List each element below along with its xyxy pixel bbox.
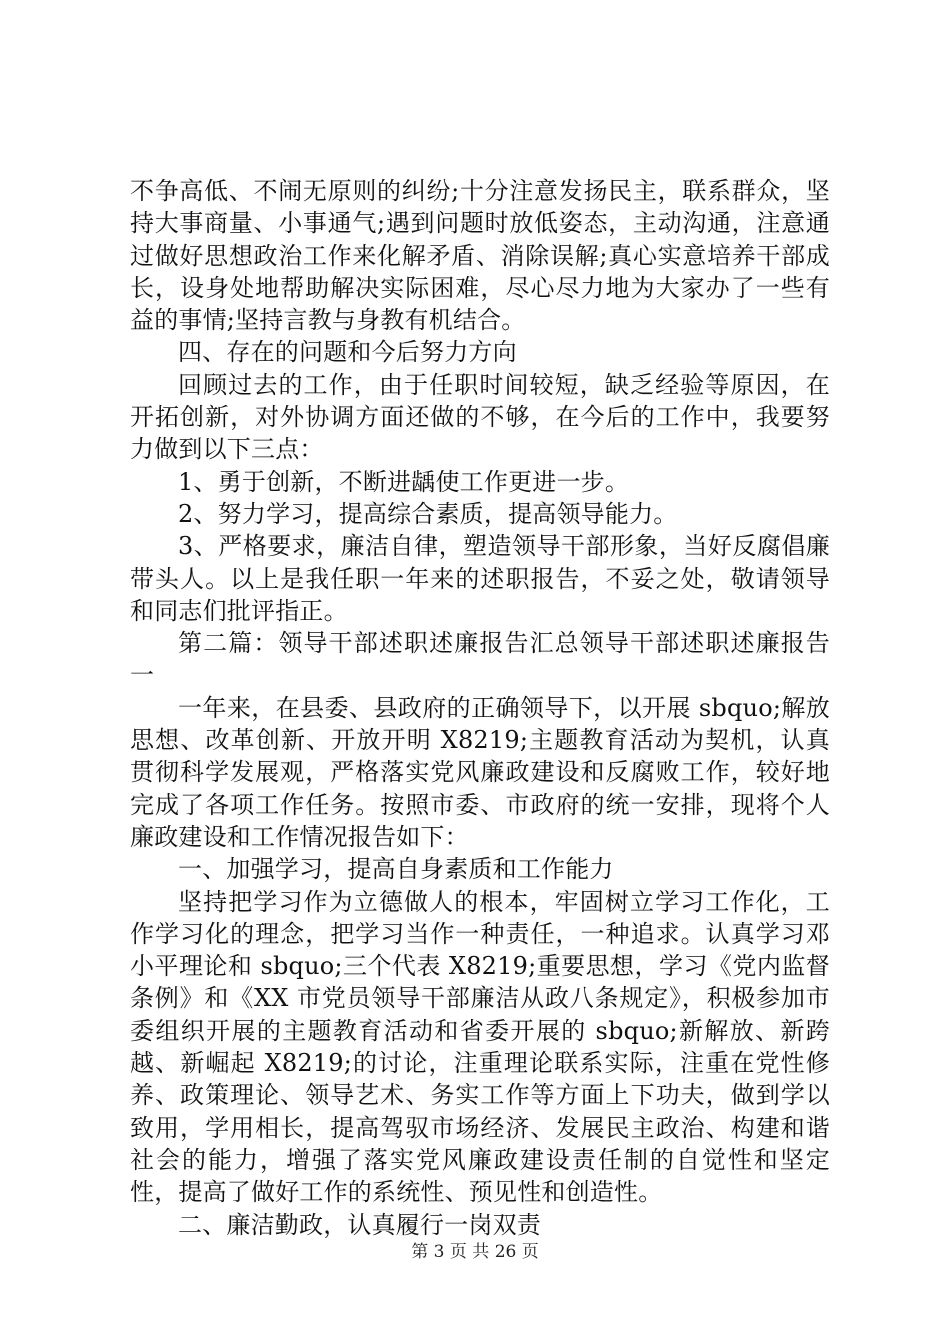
list-item-1: 1、勇于创新，不断进龋使工作更进一步。 — [178, 467, 630, 496]
chapter-heading-2: 第二篇：领导干部述职述廉报告汇总领导干部述职述廉报告一 — [130, 629, 830, 690]
document-body — [130, 175, 830, 1241]
paragraph-review: 回顾过去的工作，由于任职时间较短，缺乏经验等原因，在开拓创新，对外协调方面还做的不够，在今后的工作中，我要努力做到以下三点： — [130, 370, 830, 464]
paragraph-intro: 一年来，在县委、县政府的正确领导下，以开展 sbquo;解放思想、改革创新、开放开明 X8219;主题教育活动为契机，认真贯彻科学发展观，严格落实党风廉政建设和反腐败工作，较好地完成了各项工作任务。按照市委、市政府的统一安排，现将个人廉政建设和工作情况报告如下： — [130, 693, 830, 851]
page-footer: 第 3 页 共 26 页 — [411, 1242, 539, 1262]
paragraph-study: 坚持把学习作为立德做人的根本，牢固树立学习工作化，工作学习化的理念，把学习当作一种责任，一种追求。认真学习邓小平理论和 sbquo;三个代表 X8219;重要思想，学习《党内监督条例》和《XX 市党员领导干部廉洁从政八条规定》，积极参加市委组织开展的主题教育活动和省委开展的 sbquo;新解放、新跨越、新崛起 X8219;的讨论，注重理论联系实际，注重在党性修养、政策理论、领导艺术、务实工作等方面上下功夫，做到学以致用，学用相长，提高驾驭市场经济、发展民主政治、构建和谐社会的能力，增强了落实党风廉政建设责任制的自觉性和坚定性，提高了做好工作的系统性、预见性和创造性。 — [130, 887, 830, 1207]
list-item-3: 3、严格要求，廉洁自律，塑造领导干部形象，当好反腐倡廉带头人。以上是我任职一年来的述职报告，不妥之处，敬请领导和同志们批评指正。 — [130, 532, 830, 625]
section-heading-study: 一、加强学习，提高自身素质和工作能力 — [178, 855, 614, 884]
section-heading-problems: 四、存在的问题和今后努力方向 — [178, 338, 517, 367]
section-heading-integrity: 二、廉洁勤政，认真履行一岗双责 — [178, 1210, 541, 1239]
paragraph-1: 不争高低、不闹无原则的纠纷;十分注意发扬民主，联系群众，坚持大事商量、小事通气;遇到问题时放低姿态，主动沟通，注意通过做好思想政治工作来化解矛盾、消除误解;真心实意培养干部成长，设身处地帮助解决实际困难，尽心尽力地为大家办了一些有益的事情;坚持言教与身教有机结合。 — [130, 177, 830, 335]
list-item-2: 2、努力学习，提高综合素质，提高领导能力。 — [178, 499, 678, 528]
